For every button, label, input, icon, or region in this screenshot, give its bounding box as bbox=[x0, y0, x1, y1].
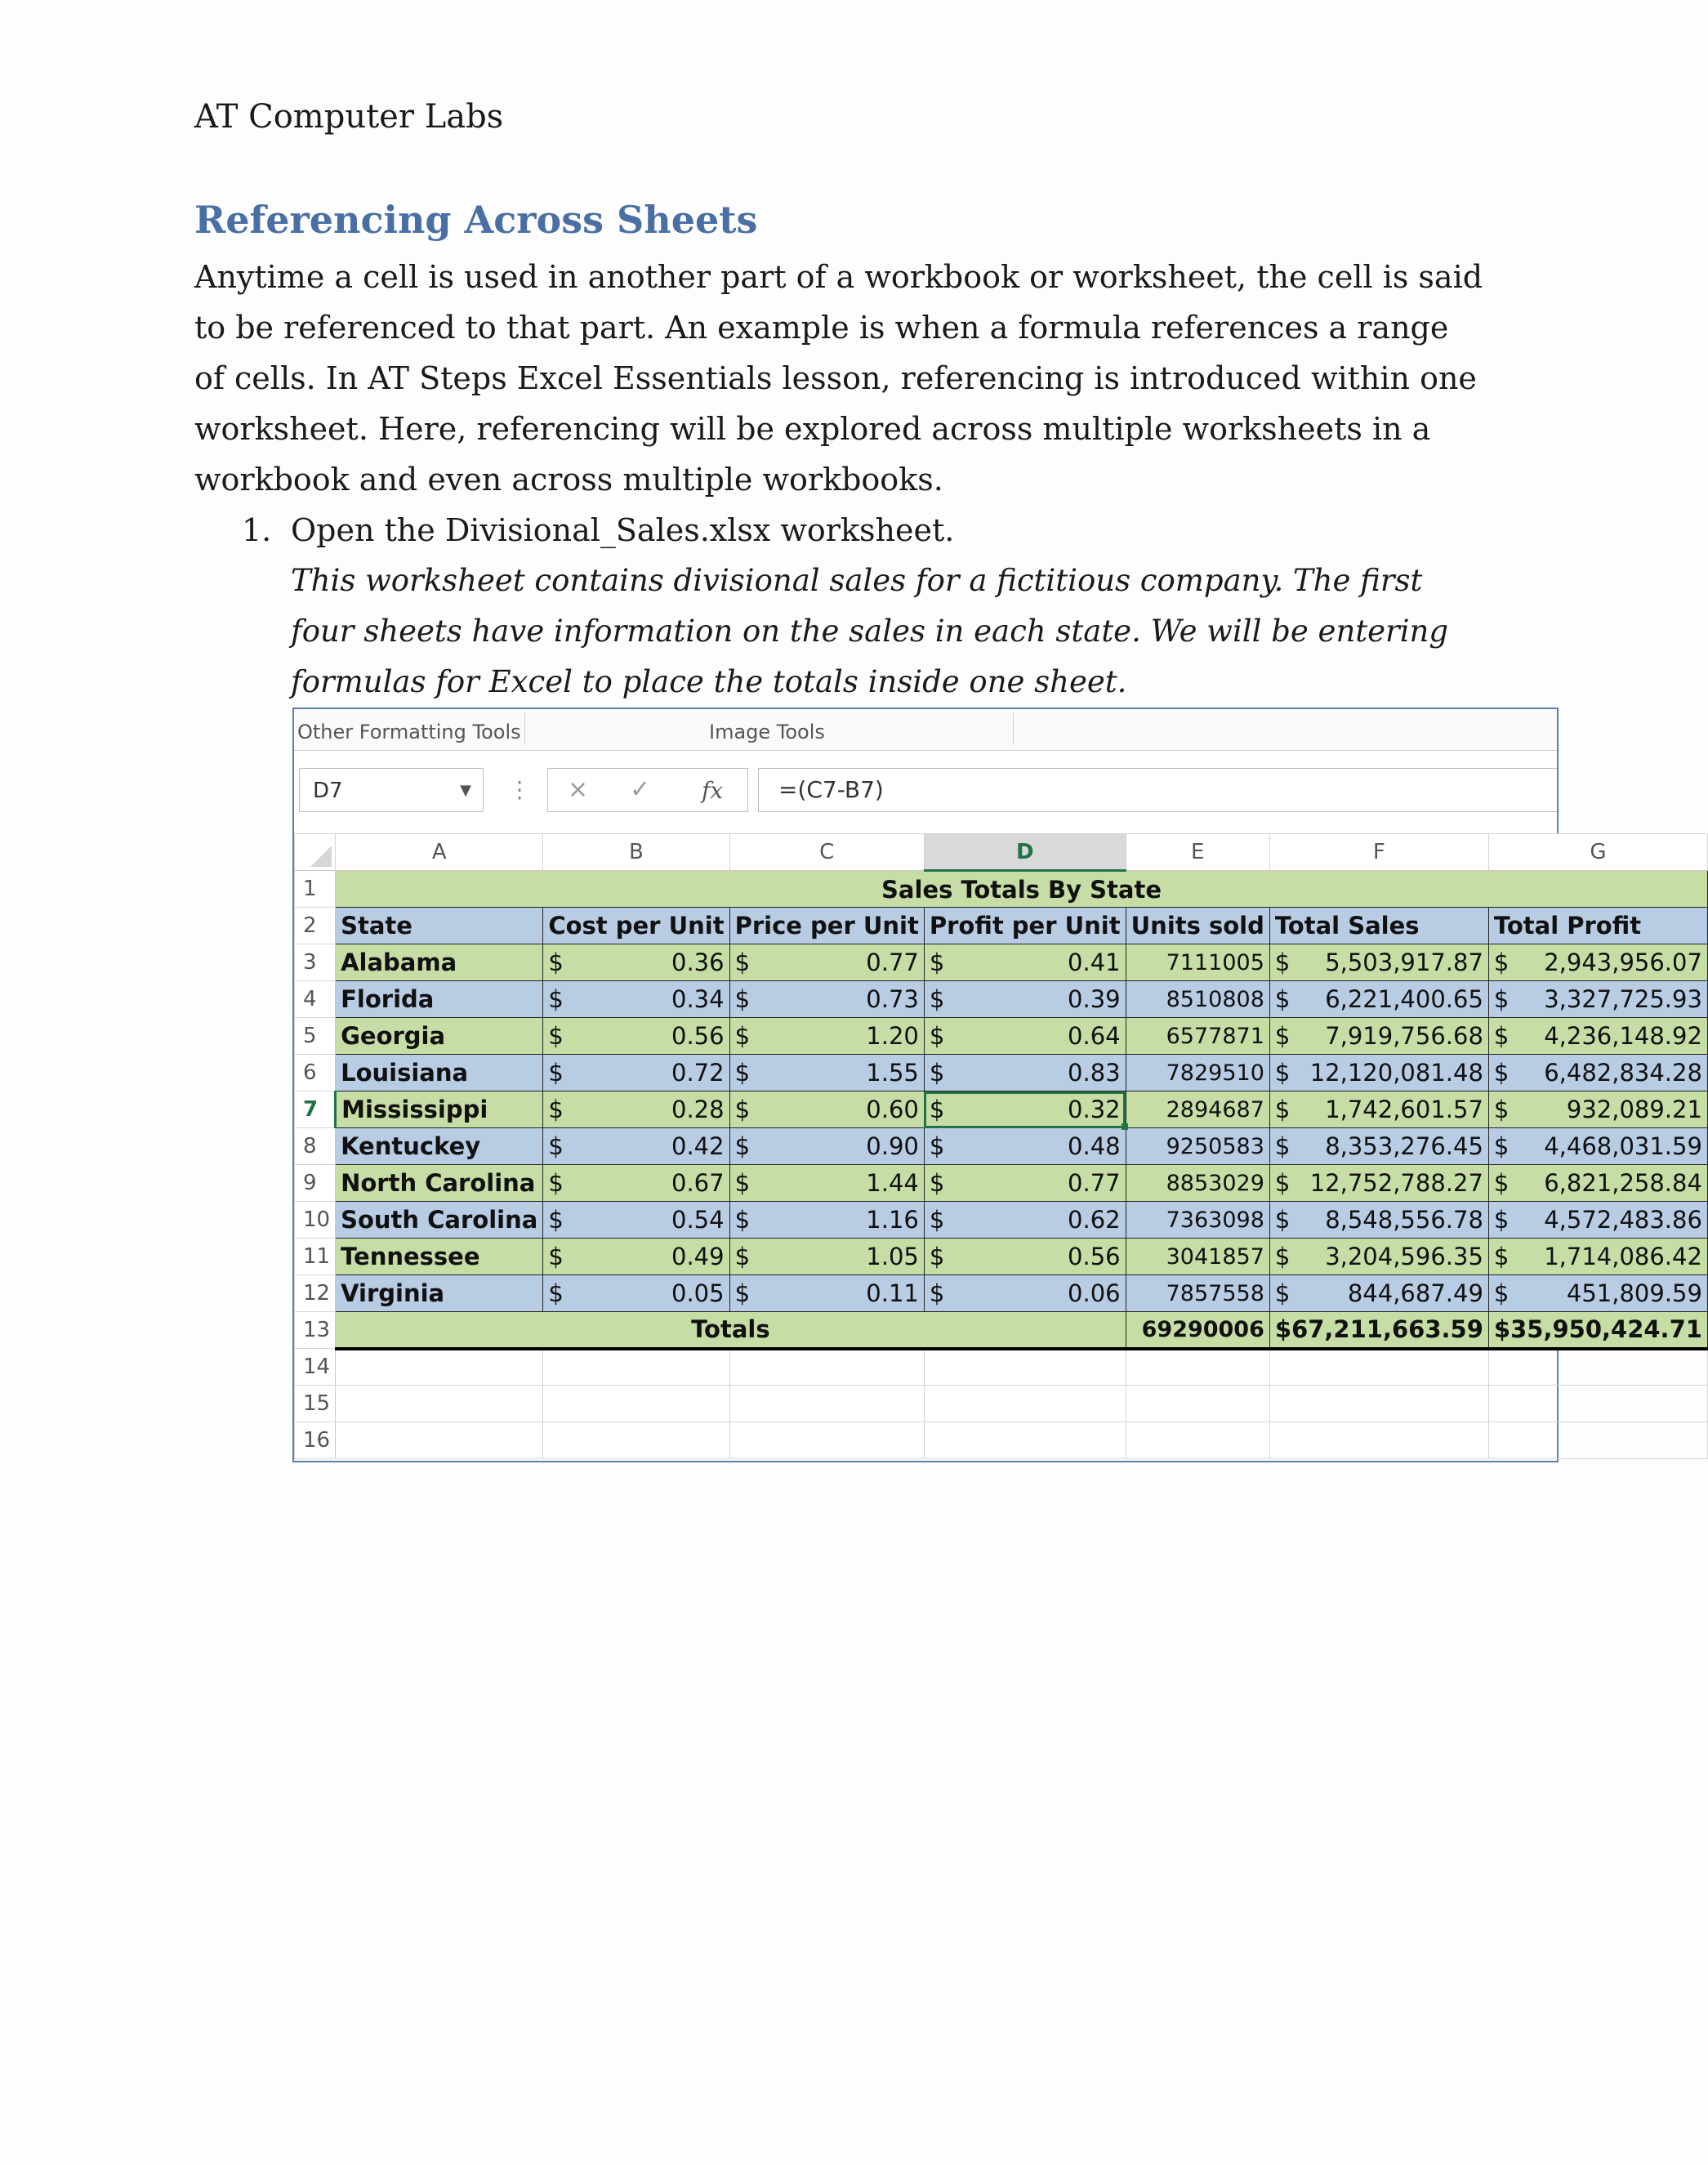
cell-value: 844,687.49 bbox=[1347, 1279, 1483, 1307]
empty-cell[interactable] bbox=[1126, 1386, 1269, 1422]
cell-value: 4,572,483.86 bbox=[1544, 1206, 1702, 1234]
function-icon[interactable]: fx bbox=[702, 777, 724, 804]
ribbon-divider bbox=[524, 712, 525, 745]
cell-price[interactable] bbox=[729, 1128, 924, 1165]
currency-symbol: $ bbox=[1493, 1279, 1510, 1307]
cell-value: 1.20 bbox=[866, 1022, 919, 1050]
column-header-g[interactable]: G bbox=[1488, 834, 1707, 871]
cell-value: 0.34 bbox=[671, 985, 725, 1013]
cell-cost[interactable] bbox=[543, 944, 729, 981]
cell-sales[interactable] bbox=[1269, 1165, 1488, 1202]
currency-symbol: $ bbox=[929, 1132, 945, 1160]
sheet-title-cell[interactable]: Sales Totals By State bbox=[336, 871, 1708, 908]
currency-symbol: $ bbox=[734, 1059, 751, 1087]
cell-cost[interactable] bbox=[543, 1239, 729, 1275]
ribbon-divider bbox=[1013, 712, 1014, 745]
cell-value: 3,204,596.35 bbox=[1325, 1243, 1483, 1270]
cell-units[interactable]: 7363098 bbox=[1126, 1202, 1269, 1239]
intro-paragraph: Anytime a cell is used in another part of a workbook or worksheet, the cell is said to be referenced to that part. An example is when a formula references a range of cells. In AT Steps Excel Essentials lesson, referencing is introduced within one worksheet. Here, referencing will be explored across multiple worksheets in a workbook and even across multiple workbooks. bbox=[194, 259, 1483, 498]
currency-symbol: $ bbox=[734, 1132, 751, 1160]
currency-symbol: $ bbox=[548, 949, 564, 976]
sheet-row-empty bbox=[295, 1386, 1708, 1422]
currency-symbol: $ bbox=[929, 1022, 945, 1050]
cell-value: 0.06 bbox=[1068, 1279, 1121, 1307]
cell-value: 8,548,556.78 bbox=[1325, 1206, 1483, 1234]
table-row bbox=[295, 1055, 1708, 1091]
currency-symbol: $ bbox=[1274, 1132, 1291, 1160]
table-row bbox=[295, 944, 1708, 981]
empty-cell[interactable] bbox=[543, 1386, 729, 1422]
table-row bbox=[295, 1128, 1708, 1165]
currency-symbol: $ bbox=[734, 1206, 751, 1234]
cell-cost[interactable] bbox=[543, 981, 729, 1018]
header-cell[interactable]: Total Sales bbox=[1269, 908, 1488, 944]
cell-units[interactable]: 7829510 bbox=[1126, 1055, 1269, 1091]
cell-profit[interactable] bbox=[924, 944, 1126, 981]
cell-value: 12,752,788.27 bbox=[1309, 1169, 1483, 1197]
currency-symbol: $ bbox=[929, 949, 945, 976]
row-header[interactable]: 4 bbox=[295, 981, 336, 1018]
currency-symbol: $ bbox=[1493, 1206, 1510, 1234]
sheet-row-empty bbox=[295, 1422, 1708, 1459]
cell-price[interactable] bbox=[729, 944, 924, 981]
currency-symbol: $ bbox=[929, 1243, 945, 1270]
cell-total_profit[interactable] bbox=[1488, 1091, 1707, 1128]
row-header[interactable]: 11 bbox=[295, 1239, 336, 1275]
cell-sales[interactable] bbox=[1269, 1055, 1488, 1091]
cell-value: 0.32 bbox=[1068, 1096, 1121, 1123]
row-header[interactable]: 14 bbox=[295, 1349, 336, 1386]
cell-value: 932,089.21 bbox=[1566, 1096, 1702, 1123]
column-header-b[interactable]: B bbox=[543, 834, 729, 871]
cell-units[interactable]: 7111005 bbox=[1126, 944, 1269, 981]
cell-value: 4,236,148.92 bbox=[1544, 1022, 1702, 1050]
row-header[interactable]: 8 bbox=[295, 1128, 336, 1165]
cell-total_profit[interactable] bbox=[1488, 1018, 1707, 1055]
cell-cost[interactable] bbox=[543, 1091, 729, 1128]
currency-symbol: $ bbox=[1493, 1022, 1510, 1050]
cell-value: 0.72 bbox=[671, 1059, 725, 1087]
excel-screenshot bbox=[292, 708, 1702, 1462]
table-row bbox=[295, 1165, 1708, 1202]
sheet-row-1 bbox=[295, 871, 1708, 908]
currency-symbol: $ bbox=[734, 949, 751, 976]
totals-row bbox=[295, 1312, 1708, 1349]
cell-cost[interactable] bbox=[543, 1128, 729, 1165]
cell-value: 35,950,424.71 bbox=[1510, 1315, 1702, 1344]
header-cell[interactable]: State bbox=[336, 908, 543, 944]
cell-total_profit[interactable] bbox=[1488, 981, 1707, 1018]
currency-symbol: $ bbox=[548, 1096, 564, 1123]
currency-symbol: $ bbox=[929, 1059, 945, 1087]
cell-price[interactable] bbox=[729, 1018, 924, 1055]
row-header[interactable]: 12 bbox=[295, 1275, 336, 1312]
currency-symbol: $ bbox=[548, 1169, 564, 1197]
cell-value: 0.28 bbox=[671, 1096, 725, 1123]
currency-symbol: $ bbox=[734, 1279, 751, 1307]
currency-symbol: $ bbox=[548, 1243, 564, 1270]
row-header[interactable]: 15 bbox=[295, 1386, 336, 1422]
name-box[interactable] bbox=[299, 768, 484, 812]
empty-cell[interactable] bbox=[543, 1349, 729, 1386]
cell-cost[interactable] bbox=[543, 1055, 729, 1091]
empty-cell[interactable] bbox=[1488, 1349, 1707, 1386]
empty-cell[interactable] bbox=[924, 1386, 1126, 1422]
cell-value: 0.48 bbox=[1068, 1132, 1121, 1160]
row-header[interactable]: 16 bbox=[295, 1422, 336, 1459]
currency-symbol: $ bbox=[1493, 985, 1510, 1013]
currency-symbol: $ bbox=[1274, 1169, 1291, 1197]
header-cell[interactable]: Total Profit bbox=[1488, 908, 1707, 944]
cell-value: 0.42 bbox=[671, 1132, 725, 1160]
cell-state[interactable]: Virginia bbox=[336, 1275, 543, 1312]
cell-value: 0.90 bbox=[866, 1132, 919, 1160]
row-header[interactable]: 2 bbox=[295, 908, 336, 944]
section-title: Referencing Across Sheets bbox=[194, 198, 758, 242]
step-number: 1. bbox=[242, 512, 272, 548]
empty-cell[interactable] bbox=[1126, 1422, 1269, 1459]
cell-state[interactable]: South Carolina bbox=[336, 1202, 543, 1239]
ribbon-group-other-formatting[interactable]: Other Formatting Tools bbox=[297, 721, 521, 743]
more-vertical-icon[interactable]: ⋮ bbox=[508, 776, 531, 803]
column-header-c[interactable]: C bbox=[729, 834, 924, 871]
currency-symbol: $ bbox=[1274, 1022, 1291, 1050]
currency-symbol: $ bbox=[1274, 1279, 1291, 1307]
cell-state[interactable]: Alabama bbox=[336, 944, 543, 981]
currency-symbol: $ bbox=[929, 1169, 945, 1197]
cell-price[interactable] bbox=[729, 1239, 924, 1275]
empty-cell[interactable] bbox=[336, 1386, 543, 1422]
cell-value: 8,353,276.45 bbox=[1325, 1132, 1483, 1160]
empty-cell[interactable] bbox=[1126, 1349, 1269, 1386]
cell-state[interactable]: Florida bbox=[336, 981, 543, 1018]
empty-cell[interactable] bbox=[1488, 1422, 1707, 1459]
formula-bar bbox=[294, 763, 1557, 820]
cell-units[interactable]: 8510808 bbox=[1126, 981, 1269, 1018]
cell-value: 0.77 bbox=[1068, 1169, 1121, 1197]
select-all-corner[interactable] bbox=[295, 834, 336, 871]
currency-symbol: $ bbox=[1493, 1132, 1510, 1160]
cell-value: 0.05 bbox=[671, 1279, 725, 1307]
cell-units[interactable]: 2894687 bbox=[1126, 1091, 1269, 1128]
row-header[interactable]: 6 bbox=[295, 1055, 336, 1091]
header-cell[interactable]: Cost per Unit bbox=[543, 908, 729, 944]
cell-value: 12,120,081.48 bbox=[1309, 1059, 1483, 1087]
cell-value: 6,821,258.84 bbox=[1544, 1169, 1702, 1197]
cell-value: 451,809.59 bbox=[1566, 1279, 1702, 1307]
table-row bbox=[295, 1091, 1708, 1128]
cell-value: 6,221,400.65 bbox=[1325, 985, 1483, 1013]
cell-value: 6,482,834.28 bbox=[1544, 1059, 1702, 1087]
cell-value: 0.36 bbox=[671, 949, 725, 976]
sheet-row-empty bbox=[295, 1349, 1708, 1386]
empty-cell[interactable] bbox=[924, 1349, 1126, 1386]
empty-cell[interactable] bbox=[1269, 1386, 1488, 1422]
cell-state[interactable]: Kentuckey bbox=[336, 1128, 543, 1165]
cell-value: 1.05 bbox=[866, 1243, 919, 1270]
currency-symbol: $ bbox=[1274, 1059, 1291, 1087]
cell-profit[interactable] bbox=[924, 1275, 1126, 1312]
currency-symbol: $ bbox=[1274, 1243, 1291, 1270]
cell-sales[interactable] bbox=[1269, 1091, 1488, 1128]
cell-value: 0.60 bbox=[866, 1096, 919, 1123]
cancel-icon[interactable]: × bbox=[568, 775, 589, 804]
cell-value: 1.16 bbox=[866, 1206, 919, 1234]
cell-value: 1,742,601.57 bbox=[1325, 1096, 1483, 1123]
currency-symbol: $ bbox=[548, 1206, 564, 1234]
currency-symbol: $ bbox=[548, 985, 564, 1013]
table-row bbox=[295, 1202, 1708, 1239]
cell-value: 0.64 bbox=[1068, 1022, 1121, 1050]
currency-symbol: $ bbox=[734, 1169, 751, 1197]
cell-state[interactable]: Mississippi bbox=[336, 1091, 543, 1128]
cell-sales[interactable] bbox=[1269, 1275, 1488, 1312]
step-text: Open the Divisional_Sales.xlsx worksheet. bbox=[291, 512, 955, 548]
cell-state[interactable]: Louisiana bbox=[336, 1055, 543, 1091]
column-header-a[interactable]: A bbox=[336, 834, 543, 871]
empty-cell[interactable] bbox=[543, 1422, 729, 1459]
cell-profit[interactable] bbox=[924, 1128, 1126, 1165]
currency-symbol: $ bbox=[1274, 985, 1291, 1013]
cell-units[interactable]: 6577871 bbox=[1126, 1018, 1269, 1055]
table-row bbox=[295, 1275, 1708, 1312]
currency-symbol: $ bbox=[1493, 1096, 1510, 1123]
empty-cell[interactable] bbox=[729, 1349, 924, 1386]
row-header[interactable]: 10 bbox=[295, 1202, 336, 1239]
cell-total_profit[interactable] bbox=[1488, 1055, 1707, 1091]
header-cell[interactable]: Units sold bbox=[1126, 908, 1269, 944]
table-row bbox=[295, 1018, 1708, 1055]
cell-value: 0.67 bbox=[671, 1169, 725, 1197]
row-header[interactable]: 7 bbox=[295, 1091, 336, 1128]
currency-symbol: $ bbox=[1274, 949, 1291, 976]
cell-profit[interactable] bbox=[924, 1165, 1126, 1202]
cell-price[interactable] bbox=[729, 1165, 924, 1202]
column-header-e[interactable]: E bbox=[1126, 834, 1269, 871]
currency-symbol: $ bbox=[1493, 1315, 1511, 1344]
cell-units[interactable]: 3041857 bbox=[1126, 1239, 1269, 1275]
cell-cost[interactable] bbox=[543, 1275, 729, 1312]
header-cell[interactable]: Price per Unit bbox=[729, 908, 924, 944]
row-header[interactable]: 9 bbox=[295, 1165, 336, 1202]
row-header[interactable]: 13 bbox=[295, 1312, 336, 1349]
cell-value: 1.55 bbox=[866, 1059, 919, 1087]
cell-value: 0.62 bbox=[1068, 1206, 1121, 1234]
cell-sales[interactable] bbox=[1269, 1128, 1488, 1165]
currency-symbol: $ bbox=[1493, 1243, 1510, 1270]
cell-value: 4,468,031.59 bbox=[1544, 1132, 1702, 1160]
row-header[interactable]: 3 bbox=[295, 944, 336, 981]
cell-total_profit[interactable] bbox=[1488, 1202, 1707, 1239]
currency-symbol: $ bbox=[734, 1096, 751, 1123]
cell-value: 5,503,917.87 bbox=[1325, 949, 1483, 976]
cell-value: 3,327,725.93 bbox=[1544, 985, 1702, 1013]
step-1 bbox=[242, 505, 1483, 556]
cell-value: 0.41 bbox=[1068, 949, 1121, 976]
cell-units[interactable]: 8853029 bbox=[1126, 1165, 1269, 1202]
empty-cell[interactable] bbox=[336, 1422, 543, 1459]
cell-profit[interactable] bbox=[924, 1055, 1126, 1091]
cell-value: 0.73 bbox=[866, 985, 919, 1013]
cell-value: 0.49 bbox=[671, 1243, 725, 1270]
formula-bar-buttons bbox=[547, 768, 748, 812]
currency-symbol: $ bbox=[929, 1096, 945, 1123]
sheet-row-2 bbox=[295, 908, 1708, 944]
currency-symbol: $ bbox=[734, 985, 751, 1013]
cell-value: 2,943,956.07 bbox=[1544, 949, 1702, 976]
cell-value: 67,211,663.59 bbox=[1291, 1315, 1483, 1344]
cell-sales[interactable] bbox=[1269, 944, 1488, 981]
cell-price[interactable] bbox=[729, 1055, 924, 1091]
cell-profit[interactable] bbox=[924, 1018, 1126, 1055]
cell-sales[interactable] bbox=[1269, 981, 1488, 1018]
cell-state[interactable]: Georgia bbox=[336, 1018, 543, 1055]
ribbon-group-image-tools[interactable]: Image Tools bbox=[709, 721, 825, 743]
total-profit-cell[interactable] bbox=[1488, 1312, 1707, 1349]
worksheet-grid bbox=[294, 833, 1708, 1459]
total-units-cell[interactable]: 69290006 bbox=[1126, 1312, 1269, 1349]
ribbon bbox=[294, 709, 1557, 751]
cell-value: 0.56 bbox=[671, 1022, 725, 1050]
cell-cost[interactable] bbox=[543, 1165, 729, 1202]
empty-cell[interactable] bbox=[336, 1349, 543, 1386]
cell-value: 1,714,086.42 bbox=[1544, 1243, 1702, 1270]
page-header: AT Computer Labs bbox=[194, 98, 504, 136]
cell-state[interactable]: Tennessee bbox=[336, 1239, 543, 1275]
column-header-row bbox=[295, 834, 1708, 871]
cell-price[interactable] bbox=[729, 1275, 924, 1312]
totals-label-cell[interactable]: Totals bbox=[336, 1312, 1126, 1349]
column-header-d[interactable]: D bbox=[924, 834, 1126, 871]
empty-cell[interactable] bbox=[1488, 1386, 1707, 1422]
currency-symbol: $ bbox=[548, 1022, 564, 1050]
cell-value: 0.39 bbox=[1068, 985, 1121, 1013]
currency-symbol: $ bbox=[548, 1132, 564, 1160]
currency-symbol: $ bbox=[734, 1243, 751, 1270]
row-header[interactable]: 1 bbox=[295, 871, 336, 908]
cell-units[interactable]: 7857558 bbox=[1126, 1275, 1269, 1312]
cell-price[interactable] bbox=[729, 1091, 924, 1128]
table-row bbox=[295, 1239, 1708, 1275]
currency-symbol: $ bbox=[1274, 1206, 1291, 1234]
cell-value: 0.77 bbox=[866, 949, 919, 976]
total-sales-cell[interactable] bbox=[1269, 1312, 1488, 1349]
cell-value: 0.56 bbox=[1068, 1243, 1121, 1270]
currency-symbol: $ bbox=[1274, 1096, 1291, 1123]
row-header[interactable]: 5 bbox=[295, 1018, 336, 1055]
enter-check-icon[interactable]: ✓ bbox=[630, 775, 651, 804]
cell-total_profit[interactable] bbox=[1488, 1275, 1707, 1312]
currency-symbol: $ bbox=[548, 1059, 564, 1087]
cell-state[interactable]: North Carolina bbox=[336, 1165, 543, 1202]
currency-symbol: $ bbox=[1493, 1169, 1510, 1197]
currency-symbol: $ bbox=[929, 985, 945, 1013]
cell-price[interactable] bbox=[729, 981, 924, 1018]
step-note: This worksheet contains divisional sales for a fictitious company. The first four sheets have information on the sales in each state. We will be entering formulas for Excel to place the totals inside one sheet. bbox=[291, 563, 1449, 699]
cell-sales[interactable] bbox=[1269, 1239, 1488, 1275]
cell-value: 0.83 bbox=[1068, 1059, 1121, 1087]
currency-symbol: $ bbox=[1493, 949, 1510, 976]
cell-value: 0.11 bbox=[866, 1279, 919, 1307]
cell-profit[interactable] bbox=[924, 1239, 1126, 1275]
cell-total_profit[interactable] bbox=[1488, 944, 1707, 981]
name-box-value: D7 bbox=[313, 779, 343, 803]
currency-symbol: $ bbox=[929, 1206, 945, 1234]
empty-cell[interactable] bbox=[729, 1386, 924, 1422]
cell-profit[interactable] bbox=[924, 1202, 1126, 1239]
empty-cell[interactable] bbox=[1269, 1349, 1488, 1386]
currency-symbol: $ bbox=[734, 1022, 751, 1050]
empty-cell[interactable] bbox=[1269, 1422, 1488, 1459]
header-cell[interactable]: Profit per Unit bbox=[924, 908, 1126, 944]
cell-profit[interactable] bbox=[924, 981, 1126, 1018]
formula-input[interactable]: =(C7-B7) bbox=[758, 768, 1557, 812]
column-header-f[interactable]: F bbox=[1269, 834, 1488, 871]
cell-units[interactable]: 9250583 bbox=[1126, 1128, 1269, 1165]
cell-cost[interactable] bbox=[543, 1202, 729, 1239]
cell-sales[interactable] bbox=[1269, 1202, 1488, 1239]
empty-cell[interactable] bbox=[924, 1422, 1126, 1459]
cell-total_profit[interactable] bbox=[1488, 1128, 1707, 1165]
cell-value: 7,919,756.68 bbox=[1325, 1022, 1483, 1050]
chevron-down-icon[interactable]: ▼ bbox=[460, 782, 471, 799]
table-row bbox=[295, 981, 1708, 1018]
currency-symbol: $ bbox=[1274, 1315, 1292, 1344]
currency-symbol: $ bbox=[1493, 1059, 1510, 1087]
cell-value: 1.44 bbox=[866, 1169, 919, 1197]
empty-cell[interactable] bbox=[729, 1422, 924, 1459]
cell-sales[interactable] bbox=[1269, 1018, 1488, 1055]
currency-symbol: $ bbox=[548, 1279, 564, 1307]
cell-total_profit[interactable] bbox=[1488, 1239, 1707, 1275]
cell-cost[interactable] bbox=[543, 1018, 729, 1055]
cell-price[interactable] bbox=[729, 1202, 924, 1239]
cell-value: 0.54 bbox=[671, 1206, 725, 1234]
cell-profit[interactable] bbox=[924, 1091, 1126, 1128]
currency-symbol: $ bbox=[929, 1279, 945, 1307]
cell-total_profit[interactable] bbox=[1488, 1165, 1707, 1202]
